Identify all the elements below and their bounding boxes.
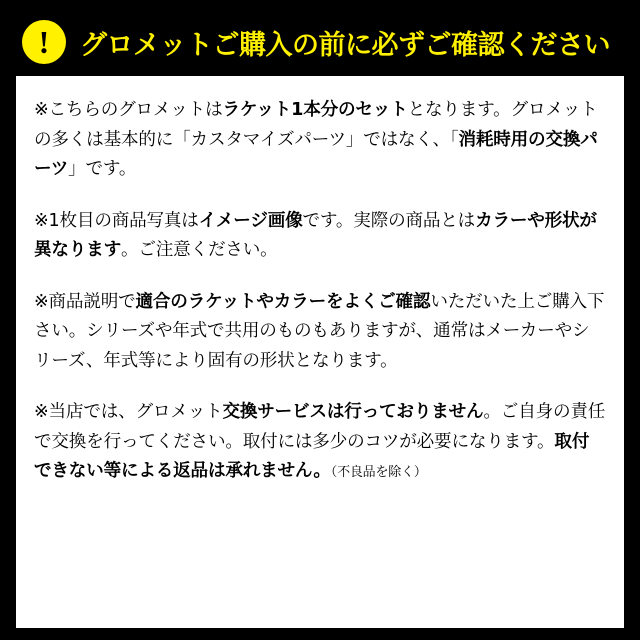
body-text: となります。グロメットの多くは基本的に「カスタマイズパーツ」ではなく、「: [34, 100, 598, 150]
notice-paragraph: [34, 398, 606, 487]
notice-paragraph: [34, 207, 606, 266]
emphasis-text: カラーや形状が異なります: [34, 210, 597, 261]
body-text: ※1枚目の商品写真は: [34, 210, 199, 231]
emphasis-text: 適合のラケットやカラーをよくご確認: [135, 291, 431, 312]
body-text: 」です。: [68, 159, 137, 180]
exclamation-glyph: !: [38, 24, 50, 60]
notice-body: [16, 76, 624, 628]
body-text: いただいた上ご購入下さい。シリーズや年式で共用のものもありますが、通常はメーカーやシリーズ、年式等により固有の形状となります。: [34, 291, 605, 371]
body-text: ※当店では、グロメット: [34, 402, 223, 423]
emphasis-text: ラケット1本分のセット: [222, 100, 408, 120]
emphasis-text: イメージ画像: [198, 210, 303, 231]
page-title: グロメットご購入の前に必ずご確認ください: [80, 29, 610, 61]
emphasis-text: 交換サービスは行っておりません: [222, 402, 484, 423]
body-text: ※商品説明で: [34, 291, 136, 312]
exclamation-icon: [22, 20, 66, 64]
body-text: （不良品を除く）: [330, 465, 427, 481]
emphasis-text: 取付できない等による返品は承れません。: [34, 431, 590, 482]
warning-header: [16, 18, 624, 76]
body-text: ※こちらのグロメットは: [34, 100, 223, 120]
body-text: 。ご注意ください。: [120, 240, 278, 261]
body-text: です。実際の商品とは: [302, 210, 476, 231]
notice-paragraph: [34, 96, 606, 185]
notice-paragraph: [34, 288, 606, 377]
emphasis-text: 消耗時用の交換パーツ: [34, 129, 598, 180]
body-text: 。ご自身の責任で交換を行ってください。取付には多少のコツが必要になります。: [34, 402, 606, 452]
